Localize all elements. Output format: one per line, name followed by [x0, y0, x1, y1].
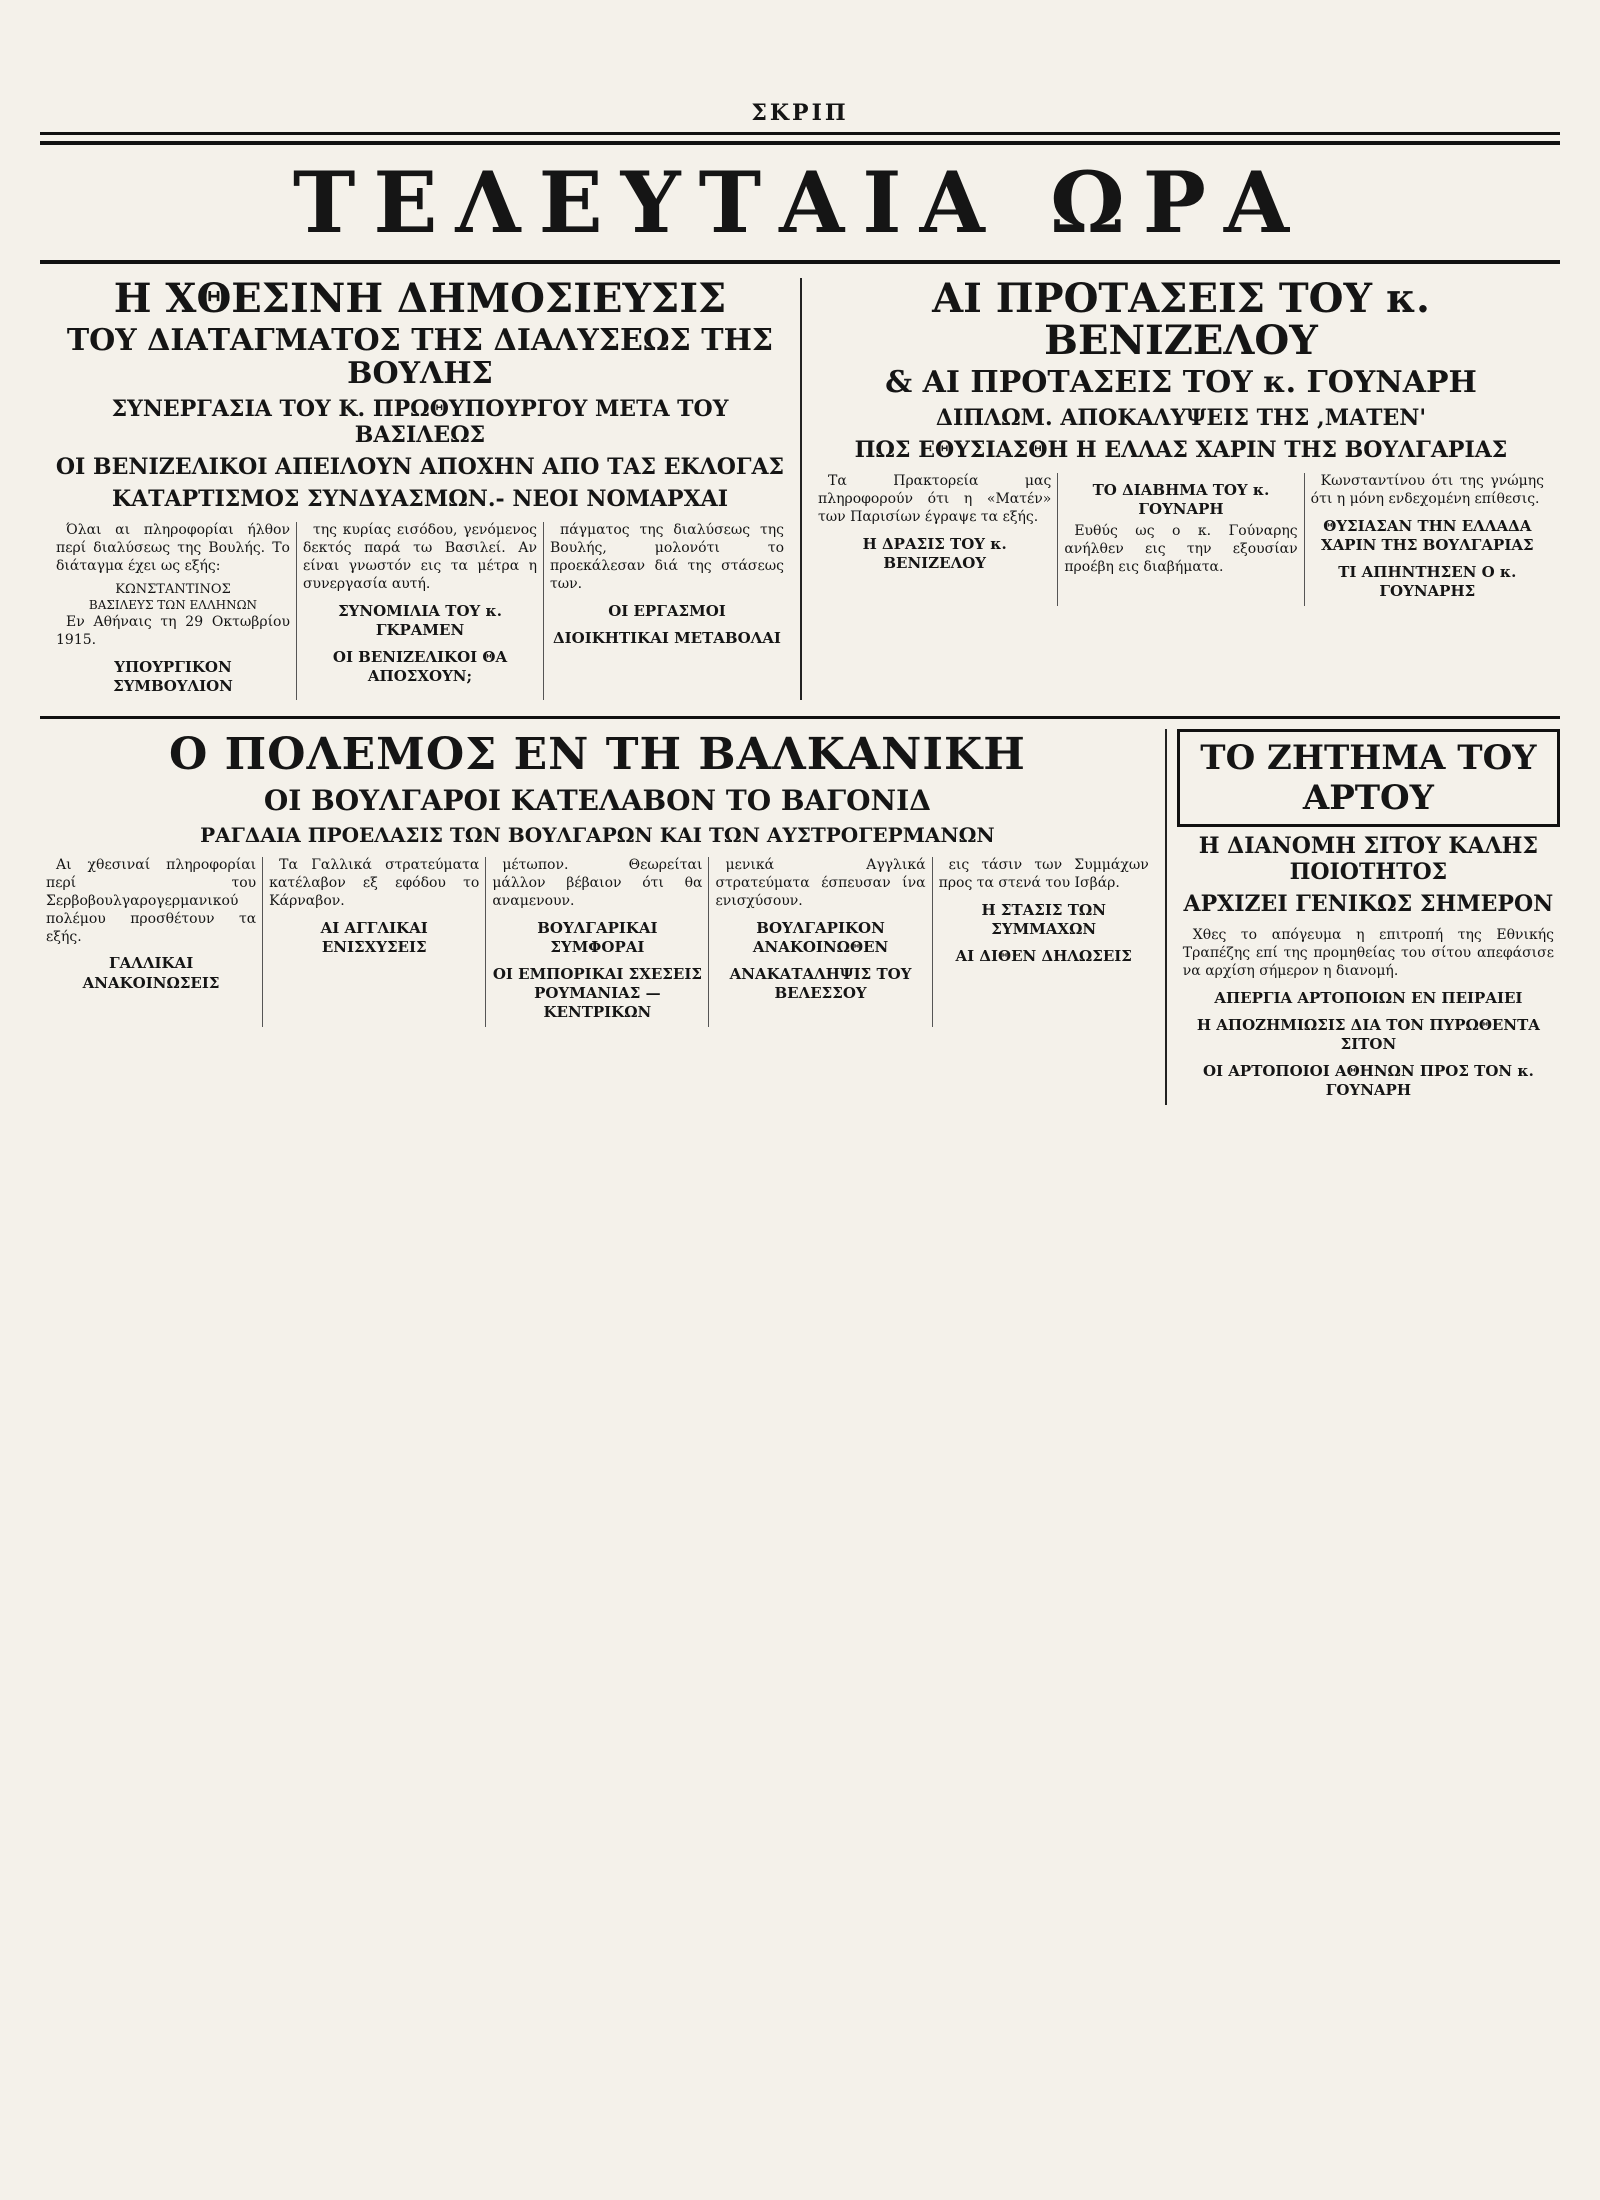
- left-signature: ΚΩΝΣΤΑΝΤΙΝΟΣ: [115, 581, 231, 597]
- right-col1-text: Τα Πρακτορεία μας πληροφορούν ότι η «Ματέν» των Παρισίων έγραψε τα εξής.: [818, 473, 1052, 525]
- right-headline: ΑΙ ΠΡΟΤΑΣΕΙΣ ΤΟΥ κ. ΒΕΝΙΖΕΛΟΥ: [932, 275, 1430, 364]
- war-col5-text: εις τάσιν των Συμμάχων προς τα στενά του Ισβάρ.: [938, 856, 1149, 891]
- war-col-1: [40, 857, 262, 1027]
- left-article: [40, 275, 800, 700]
- left-deck-3: ΚΑΤΑΡΤΙΣΜΟΣ ΣΥΝΔΥΑΣΜΩΝ.- ΝΕΟΙ ΝΟΜΑΡΧΑΙ: [111, 486, 729, 512]
- left-subheadline: ΤΟΥ ΔΙΑΤΑΓΜΑΤΟΣ ΤΗΣ ΔΙΑΛΥΣΕΩΣ ΤΗΣ ΒΟΥΛΗΣ: [66, 323, 774, 391]
- left-signature-title: ΒΑΣΙΛΕΥΣ ΤΩΝ ΕΛΛΗΝΩΝ: [88, 598, 258, 613]
- bread-article: [1165, 729, 1560, 1105]
- left-col-1: [50, 522, 296, 700]
- war-col-2: [262, 857, 485, 1027]
- bread-deck: ΑΡΧΙΖΕΙ ΓΕΝΙΚΩΣ ΣΗΜΕΡΟΝ: [1183, 890, 1554, 917]
- right-col-1: [812, 473, 1057, 606]
- bread-sub-2: Η ΑΠΟΖΗΜΙΩΣΙΣ ΔΙΑ ΤΟΝ ΠΥΡΩΘΕΝΤΑ ΣΙΤΟΝ: [1196, 1015, 1540, 1053]
- war-col3-text: μέτωπον. Θεωρείται μάλλον βέβαιον ότι θα αναμενουν.: [492, 856, 703, 909]
- newspaper-page: [40, 40, 1560, 2160]
- war-col4-text: μενικά Αγγλικά στρατεύματα έσπευσαν ίνα ενισχύσουν.: [715, 856, 926, 909]
- left-headline: Η ΧΘΕΣΙΝΗ ΔΗΜΟΣΙΕΥΣΙΣ: [113, 275, 727, 322]
- left-sub-4: ΟΙ ΕΡΓΑΣΜΟΙ: [608, 601, 726, 620]
- left-sub-2: ΣΥΝΟΜΙΛΙΑ ΤΟΥ κ. ΓΚΡΑΜΕΝ: [338, 601, 502, 639]
- war-columns: [40, 857, 1155, 1027]
- right-deck-2: ΠΩΣ ΕΘΥΣΙΑΣΘΗ Η ΕΛΛΑΣ ΧΑΡΙΝ ΤΗΣ ΒΟΥΛΓΑΡΙΑΣ: [854, 437, 1508, 463]
- left-col-2: [296, 522, 543, 700]
- left-sub-5: ΔΙΟΙΚΗΤΙΚΑΙ ΜΕΤΑΒΟΛΑΙ: [553, 628, 781, 647]
- war-subheadline: ΟΙ ΒΟΥΛΓΑΡΟΙ ΚΑΤΕΛΑΒΟΝ ΤΟ ΒΑΓΟΝΙΔ: [263, 783, 931, 817]
- left-col1-date: Εν Αθήναις τη 29 Οκτωβρίου 1915.: [56, 613, 290, 648]
- war-col-3: [485, 857, 708, 1027]
- bread-col1-text: Χθες το απόγευμα η επιτροπή της Εθνικής Τραπέζης επί της προμηθείας του σίτου απεφάσισε να αρχίση σήμερον η διανομή.: [1182, 926, 1554, 979]
- left-deck-1: ΣΥΝΕΡΓΑΣΙΑ ΤΟΥ Κ. ΠΡΩΘΥΠΟΥΡΓΟΥ ΜΕΤΑ ΤΟΥ ΒΑΣΙΛΕΩΣ: [111, 396, 729, 448]
- right-col2-text: Ευθύς ως ο κ. Γούναρης ανήλθεν εις την εξουσίαν προέβη εις διαβήματα.: [1064, 523, 1298, 576]
- right-sub-4: ΘΥΣΙΑΣΑΝ ΤΗΝ ΕΛΛΑΔΑ ΧΑΡΙΝ ΤΗΣ ΒΟΥΛΓΑΡΙΑΣ: [1321, 516, 1534, 554]
- bread-col: [1177, 927, 1560, 1101]
- war-sub-3: ΒΟΥΛΓΑΡΙΚΑΙ ΣΥΜΦΟΡΑΙ: [537, 918, 658, 956]
- banner-title: ΤΕΛΕΥΤΑΙΑ ΩΡΑ: [40, 141, 1560, 264]
- right-deck-1: ΔΙΠΛΩΜ. ΑΠΟΚΑΛΥΨΕΙΣ ΤΗΣ ,ΜΑΤΕΝ': [935, 405, 1427, 431]
- war-col-5: [932, 857, 1155, 1027]
- war-sub-5: ΒΟΥΛΓΑΡΙΚΟΝ ΑΝΑΚΟΙΝΩΘΕΝ: [752, 918, 889, 956]
- war-sub-1: ΓΑΛΛΙΚΑΙ ΑΝΑΚΟΙΝΩΣΕΙΣ: [82, 954, 220, 992]
- war-col-4: [708, 857, 931, 1027]
- left-col3-text: πάγματος της διαλύσεως της Βουλής, μολονότι το προεκάλεσαν διά της στάσεως των.: [550, 522, 784, 592]
- bread-subheadline: Η ΔΙΑΝΟΜΗ ΣΙΤΟΥ ΚΑΛΗΣ ΠΟΙΟΤΗΤΟΣ: [1198, 832, 1539, 885]
- right-col-2: [1057, 473, 1303, 606]
- top-section: [40, 275, 1560, 700]
- left-col-3: [543, 522, 790, 700]
- newspaper-name: ΣΚΡΙΠ: [751, 100, 849, 126]
- left-col2-text: της κυρίας εισόδου, γενόμενος δεκτός παρά τω Βασιλεί. Αν είναι γνωστόν εις τα μέτρα η συνεργασία αυτή.: [303, 522, 537, 592]
- right-sub-1: Η ΔΡΑΣΙΣ ΤΟΥ κ. ΒΕΝΙΖΕΛΟΥ: [862, 534, 1007, 572]
- war-col2-text: Τα Γαλλικά στρατεύματα κατέλαβον εξ εφόδου το Κάρναβον.: [269, 856, 480, 909]
- right-columns: [812, 473, 1550, 606]
- war-article: [40, 729, 1165, 1105]
- war-deck: ΡΑΓΔΑΙΑ ΠΡΟΕΛΑΣΙΣ ΤΩΝ ΒΟΥΛΓΑΡΩΝ ΚΑΙ ΤΩΝ ΑΥΣΤΡΟΓΕΡΜΑΝΩΝ: [200, 822, 995, 847]
- masthead-rule: [40, 132, 1560, 135]
- bread-sub-1: ΑΠΕΡΓΙΑ ΑΡΤΟΠΟΙΩΝ ΕΝ ΠΕΙΡΑΙΕΙ: [1214, 988, 1523, 1007]
- war-sub-6: ΑΝΑΚΑΤΑΛΗΨΙΣ ΤΟΥ ΒΕΛΕΣΣΟΥ: [729, 964, 912, 1003]
- war-col1-text: Αι χθεσιναί πληροφορίαι περί του Σερβοβουλγαρογερμανικού πολέμου προσθέτουν τα εξής.: [46, 856, 257, 945]
- right-article: [800, 275, 1560, 700]
- bread-sub-3: ΟΙ ΑΡΤΟΠΟΙΟΙ ΑΘΗΝΩΝ ΠΡΟΣ ΤΟΝ κ. ΓΟΥΝΑΡΗ: [1202, 1062, 1534, 1100]
- war-sub-2: ΑΙ ΑΓΓΛΙΚΑΙ ΕΝΙΣΧΥΣΕΙΣ: [320, 918, 428, 956]
- left-deck-2: ΟΙ ΒΕΝΙΖΕΛΙΚΟΙ ΑΠΕΙΛΟΥΝ ΑΠΟΧΗΝ ΑΠΟ ΤΑΣ ΕΚΛΟΓΑΣ: [55, 454, 785, 480]
- right-col3-text: Κωνσταντίνου ότι της γνώμης ότι η μόνη ενδεχομένη επίθεσις.: [1310, 473, 1544, 507]
- left-col1-text: Όλαι αι πληροφορίαι ήλθον περί διαλύσεως της Βουλής. Το διάταγμα έχει ως εξής:: [56, 522, 290, 574]
- war-sub-8: ΑΙ ΔΙΘΕΝ ΔΗΛΩΣΕΙΣ: [955, 947, 1132, 966]
- bread-headline: ΤΟ ΖΗΤΗΜΑ ΤΟΥ ΑΡΤΟΥ: [1177, 729, 1560, 827]
- right-subheadline: & ΑΙ ΠΡΟΤΑΣΕΙΣ ΤΟΥ κ. ΓΟΥΝΑΡΗ: [885, 365, 1477, 400]
- bottom-section: [40, 716, 1560, 1105]
- right-sub-2: ΤΟ ΔΙΑΒΗΜΑ ΤΟΥ κ. ΓΟΥΝΑΡΗ: [1092, 481, 1270, 519]
- left-columns: [50, 522, 790, 700]
- war-sub-4: ΟΙ ΕΜΠΟΡΙΚΑΙ ΣΧΕΣΕΙΣ ΡΟΥΜΑΝΙΑΣ — ΚΕΝΤΡΙΚΩΝ: [492, 964, 702, 1022]
- left-sub-3: ΟΙ ΒΕΝΙΖΕΛΙΚΟΙ ΘΑ ΑΠΟΣΧΟΥΝ;: [332, 648, 508, 686]
- right-sub-3: ΤΙ ΑΠΗΝΤΗΣΕΝ Ο κ. ΓΟΥΝΑΡΗΣ: [1338, 563, 1517, 601]
- war-sub-7: Η ΣΤΑΣΙΣ ΤΩΝ ΣΥΜΜΑΧΩΝ: [981, 900, 1106, 938]
- right-col-3: [1304, 473, 1550, 606]
- left-sub-1: ΥΠΟΥΡΓΙΚΟΝ ΣΥΜΒΟΥΛΙΟΝ: [113, 657, 233, 695]
- war-headline: Ο ΠΟΛΕΜΟΣ ΕΝ ΤΗ ΒΑΛΚΑΝΙΚΗ: [168, 728, 1026, 780]
